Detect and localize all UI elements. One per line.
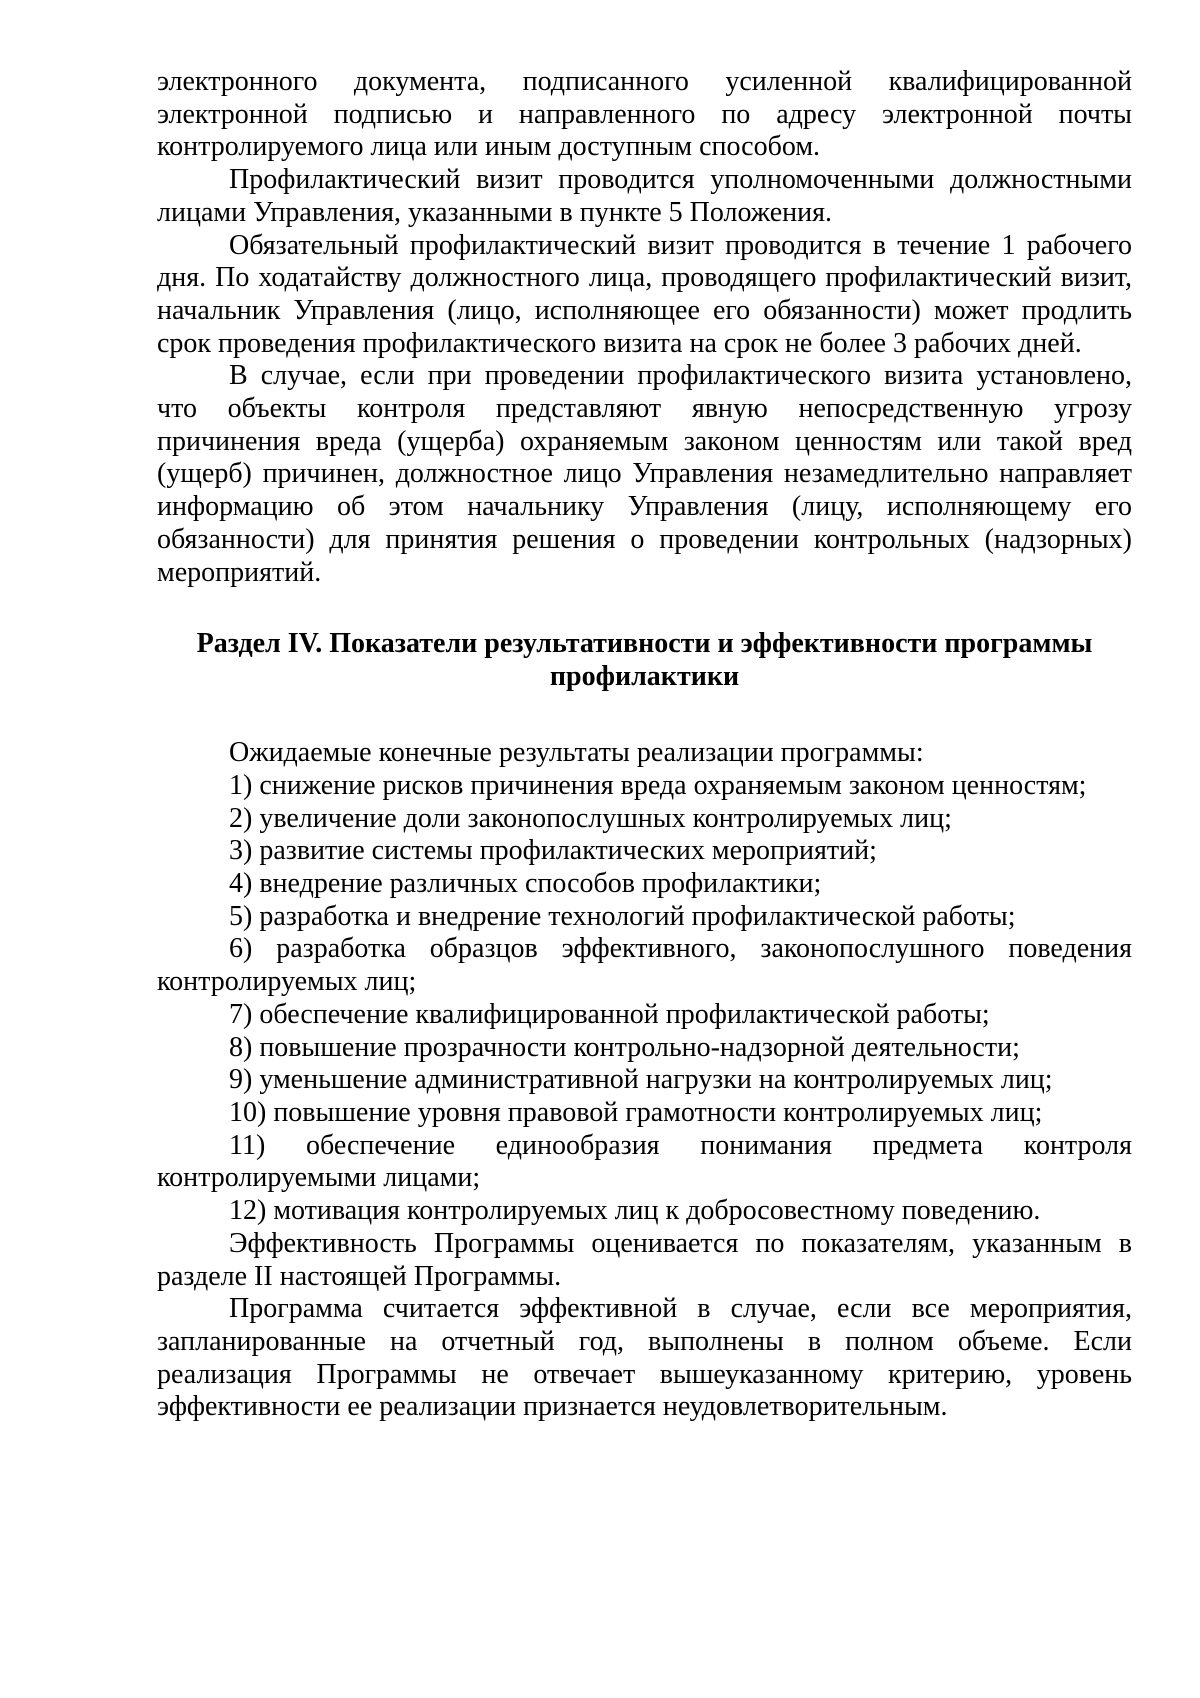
section-heading [157, 627, 1132, 693]
list-item: 1) снижение рисков причинения вреда охраняемым законом ценностям; [229, 769, 1087, 801]
paragraph-mandatory-visit: Обязательный профилактический визит проводится в течение 1 рабочего дня. По ходатайству должностного лица, проводящего профилактический визит, начальник Управления (лицо, исполняющее его обязанности) может продлить срок проведения профилактического визита на срок не более 3 рабочих дней. [157, 229, 1132, 359]
results-intro: Ожидаемые конечные результаты реализации программы: [229, 737, 924, 769]
results-list [157, 770, 1132, 1228]
paragraph-threat-case: В случае, если при проведении профилактического визита установлено, что объекты контроля представляют явную непосредственную угрозу причинения вреда (ущерба) охраняемым законом ценностям или такой вред (ущерб) причинен, должностное лицо Управления незамедлительно направляет информацию об этом начальнику Управления (лицу, исполняющему его обязанности) для принятия решения о проведении контрольных (надзорных) мероприятий. [157, 360, 1132, 588]
paragraph-efficiency-evaluation: Эффективность Программы оценивается по показателям, указанным в разделе II настоящей Программы. [157, 1227, 1132, 1292]
list-item: 11) обеспечение единообразия понимания предмета контроля контролируемыми лицами; [157, 1129, 1132, 1194]
list-item: 12) мотивация контролируемых лиц к добросовестному поведению. [229, 1195, 1041, 1227]
list-item: 7) обеспечение квалифицированной профилактической работы; [229, 998, 990, 1030]
list-item: 8) повышение прозрачности контрольно-надзорной деятельности; [229, 1031, 1020, 1063]
paragraph-efficiency-criterion: Программа считается эффективной в случае, если все мероприятия, запланированные на отчетный год, выполнены в полном объеме. Если реализация Программы не отвечает вышеуказанному критерию, уровень эффективности ее реализации признается неудовлетворительным. [157, 1293, 1132, 1423]
list-item: 3) развитие системы профилактических мероприятий; [229, 835, 877, 867]
paragraph-continuation: электронного документа, подписанного усиленной квалифицированной электронной подписью и направленного по адресу электронной почты контролируемого лица или иным доступным способом. [157, 66, 1132, 163]
list-item: 10) повышение уровня правовой грамотности контролируемых лиц; [229, 1096, 1043, 1128]
list-item: 2) увеличение доли законопослушных контролируемых лиц; [229, 802, 952, 834]
list-item: 5) разработка и внедрение технологий профилактической работы; [229, 900, 1016, 932]
paragraph-visit-officials: Профилактический визит проводится уполномоченными должностными лицами Управления, указанными в пункте 5 Положения. [157, 164, 1132, 228]
list-item: 9) уменьшение административной нагрузки на контролируемых лиц; [229, 1064, 1053, 1096]
section-heading-line-1: Раздел IV. Показатели результативности и эффективности программы [196, 628, 1093, 660]
document-page [157, 66, 1132, 1424]
list-item: 6) разработка образцов эффективного, законопослушного поведения контролируемых лиц; [157, 933, 1132, 998]
section-heading-line-2: профилактики [549, 661, 740, 693]
list-item: 4) внедрение различных способов профилактики; [229, 868, 822, 900]
